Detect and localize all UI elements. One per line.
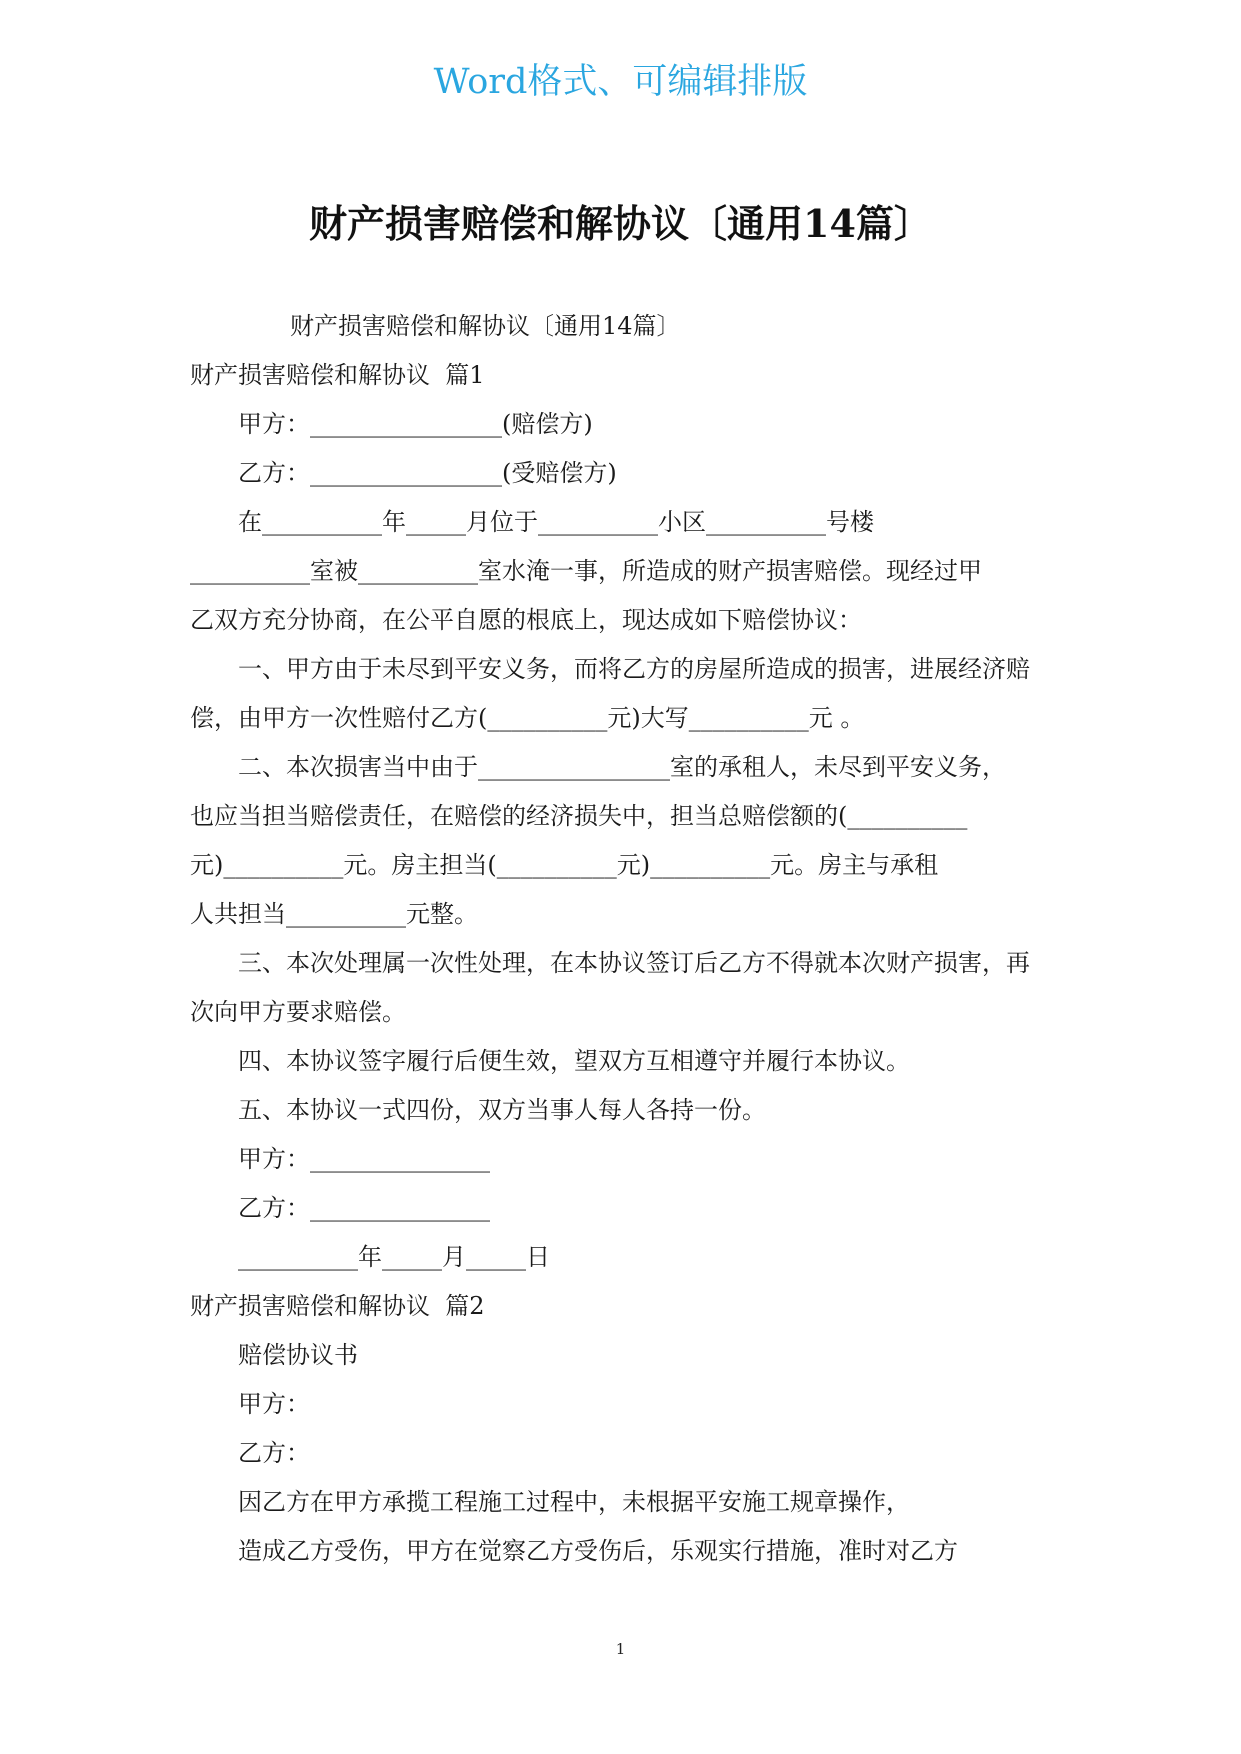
- section-heading-1: 财产损害赔偿和解协议 篇1: [190, 361, 485, 389]
- document-body: [190, 302, 1060, 1576]
- agreement-subtitle: 赔偿协议书: [238, 1341, 358, 1369]
- party-a-line: 甲方：: [238, 1390, 310, 1418]
- paragraph-line: __________室被__________室水淹一事，所造成的财产损害赔偿。现经过甲: [190, 557, 982, 585]
- party-b-line: 乙方：________________(受赔偿方): [238, 459, 617, 487]
- clause-2-line: 元)__________元。房主担当(__________元)__________元。房主与承租: [190, 851, 939, 879]
- clause-4-line: 四、本协议签字履行后便生效，望双方互相遵守并履行本协议。: [238, 1047, 910, 1075]
- section-heading-2: 财产损害赔偿和解协议 篇2: [190, 1292, 485, 1320]
- signature-party-a: 甲方：_______________: [238, 1145, 490, 1173]
- page-number: 1: [615, 1640, 626, 1658]
- signature-date: __________年_____月_____日: [238, 1243, 550, 1271]
- paragraph-line: 在__________年_____月位于__________小区__________号楼: [238, 508, 874, 536]
- party-b-line: 乙方：: [238, 1439, 310, 1467]
- clause-2-line: 也应当担当赔偿责任，在赔偿的经济损失中，担当总赔偿额的(__________: [190, 802, 968, 830]
- banner-text: Word格式、可编辑排版: [433, 62, 808, 102]
- clause-5-line: 五、本协议一式四份，双方当事人每人各持一份。: [238, 1096, 766, 1124]
- subtitle-line: 财产损害赔偿和解协议〔通用14篇〕: [290, 312, 681, 340]
- signature-party-b: 乙方：_______________: [238, 1194, 490, 1222]
- document-title: 财产损害赔偿和解协议〔通用14篇〕: [309, 201, 932, 246]
- clause-3-line: 次向甲方要求赔偿。: [190, 998, 406, 1026]
- party-a-line: 甲方：________________(赔偿方): [238, 410, 593, 438]
- paragraph-line: 造成乙方受伤，甲方在觉察乙方受伤后，乐观实行措施，准时对乙方: [238, 1537, 958, 1565]
- paragraph-line: 因乙方在甲方承揽工程施工过程中，未根据平安施工规章操作，: [238, 1488, 910, 1516]
- clause-1-line: 一、甲方由于未尽到平安义务，而将乙方的房屋所造成的损害，进展经济赔: [238, 655, 1030, 683]
- clause-2-line: 二、本次损害当中由于________________室的承租人，未尽到平安义务，: [238, 753, 1006, 781]
- clause-1-line: 偿，由甲方一次性赔付乙方(__________元)大写__________元 。: [190, 704, 865, 732]
- paragraph-line: 乙双方充分协商，在公平自愿的根底上，现达成如下赔偿协议：: [190, 606, 862, 634]
- clause-2-line: 人共担当__________元整。: [190, 900, 478, 928]
- clause-3-line: 三、本次处理属一次性处理，在本协议签订后乙方不得就本次财产损害，再: [238, 949, 1030, 977]
